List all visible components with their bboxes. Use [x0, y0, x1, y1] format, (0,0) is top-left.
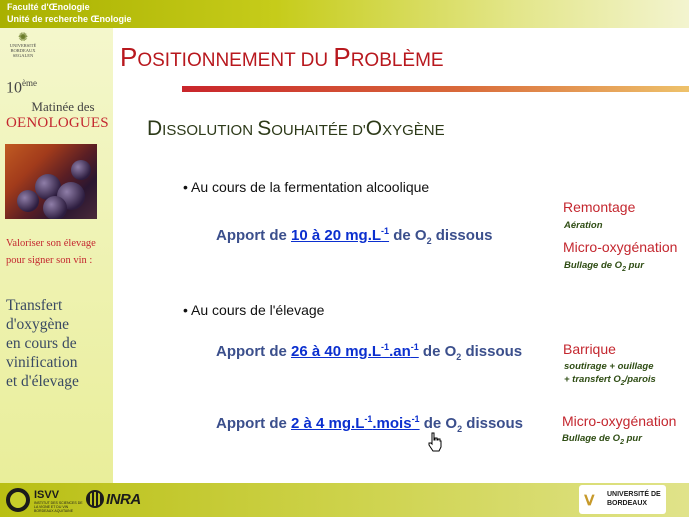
- ub-line: UNIVERSITÉ DE: [607, 491, 661, 498]
- edition-number: 10: [6, 79, 22, 97]
- topic-line: Transfert: [6, 297, 63, 314]
- topic-line: en cours de: [6, 335, 77, 352]
- logo-line: UNIVERSITÉ: [9, 43, 37, 48]
- technique-micro-oxygenation: Micro-oxygénation: [563, 239, 678, 255]
- topic-line: vinification: [6, 354, 78, 371]
- event-edition: [6, 78, 110, 97]
- technique-remontage: Remontage: [563, 199, 636, 215]
- logo-line: SEGALEN: [12, 53, 34, 58]
- edition-suffix: ème: [22, 78, 37, 88]
- isvv-ring-icon: [6, 488, 30, 512]
- hand-pointer-icon: [427, 432, 443, 452]
- oxygen-supply-micro-ox: Apport de 2 à 4 $mg.L^{-1}.mois^{-1}$ de $O_2$ dissous: [216, 414, 523, 434]
- oxygen-supply-barrel: Apport de 26 à 40 $mg.L^{-1}.an^{-1}$ de $O_2$ dissous: [216, 342, 523, 362]
- isvv-label: ISVV: [34, 489, 60, 501]
- tagline: [6, 235, 112, 269]
- inra-globe-icon: [86, 490, 104, 508]
- bullet-elevage: • Au cours de l'élevage: [183, 302, 325, 318]
- technique-barrique: Barrique: [563, 341, 616, 357]
- header-bar: [0, 0, 689, 28]
- title-underline: [182, 86, 689, 92]
- ub-mark-icon: ⅴ: [584, 489, 595, 509]
- tagline-line: Valoriser son élevage: [6, 238, 96, 249]
- sidebar: [0, 28, 113, 483]
- star-icon: ✺: [17, 30, 29, 44]
- grape-photo: [5, 144, 97, 219]
- footer-bar: [0, 483, 689, 517]
- faculty-name: Faculté d'Œnologie: [7, 2, 90, 12]
- supply-value-link[interactable]: 26 à 40 $mg.L^{-1}.an^{-1}$: [291, 342, 419, 360]
- ub-line: BORDEAUX: [607, 500, 648, 507]
- inra-label: INRA: [106, 491, 141, 508]
- technique-detail: soutirage + ouillage: [564, 361, 654, 372]
- slide-subtitle: DISSOLUTION SOUHAITÉE D'OXYGÈNE: [147, 117, 445, 140]
- logo-line: BORDEAUX: [10, 48, 36, 53]
- oxygen-supply-fermentation: Apport de 10 à 20 $mg.L^{-1}$ de $O_2$ dissous: [216, 226, 493, 246]
- slide-title: POSITIONNEMENT DU PROBLÈME: [120, 42, 444, 72]
- technique-detail: Bullage de $O_2$ pur: [562, 433, 642, 446]
- technique-micro-oxygenation: Micro-oxygénation: [562, 413, 677, 429]
- technique-detail: + transfert $O_2$/parois: [564, 374, 656, 387]
- event-title: [6, 78, 110, 132]
- tagline-line: pour signer son vin :: [6, 255, 93, 266]
- topic-line: d'oxygène: [6, 316, 70, 333]
- isvv-logo: [6, 486, 86, 514]
- event-name: Matinée des: [31, 99, 95, 115]
- isvv-subtitle: INSTITUT DES SCIENCES DE LA VIGNE ET DU VIN BORDEAUX AQUITAINE: [34, 501, 83, 513]
- bullet-fermentation: • Au cours de la fermentation alcoolique: [183, 179, 430, 195]
- university-bordeaux-logo: [579, 485, 666, 514]
- session-topic: [6, 296, 112, 391]
- supply-value-link[interactable]: 2 à 4 $mg.L^{-1}.mois^{-1}$: [291, 414, 420, 432]
- technique-detail: Aération: [564, 220, 603, 231]
- supply-value-link[interactable]: 10 à 20 $mg.L^{-1}$: [291, 226, 390, 244]
- topic-line: et d'élevage: [6, 373, 79, 390]
- research-unit: Unité de recherche Œnologie: [7, 14, 132, 24]
- technique-detail: Bullage de $O_2$ pur: [564, 260, 644, 273]
- event-audience: OENOLOGUES: [6, 115, 109, 132]
- university-logo: [4, 31, 42, 67]
